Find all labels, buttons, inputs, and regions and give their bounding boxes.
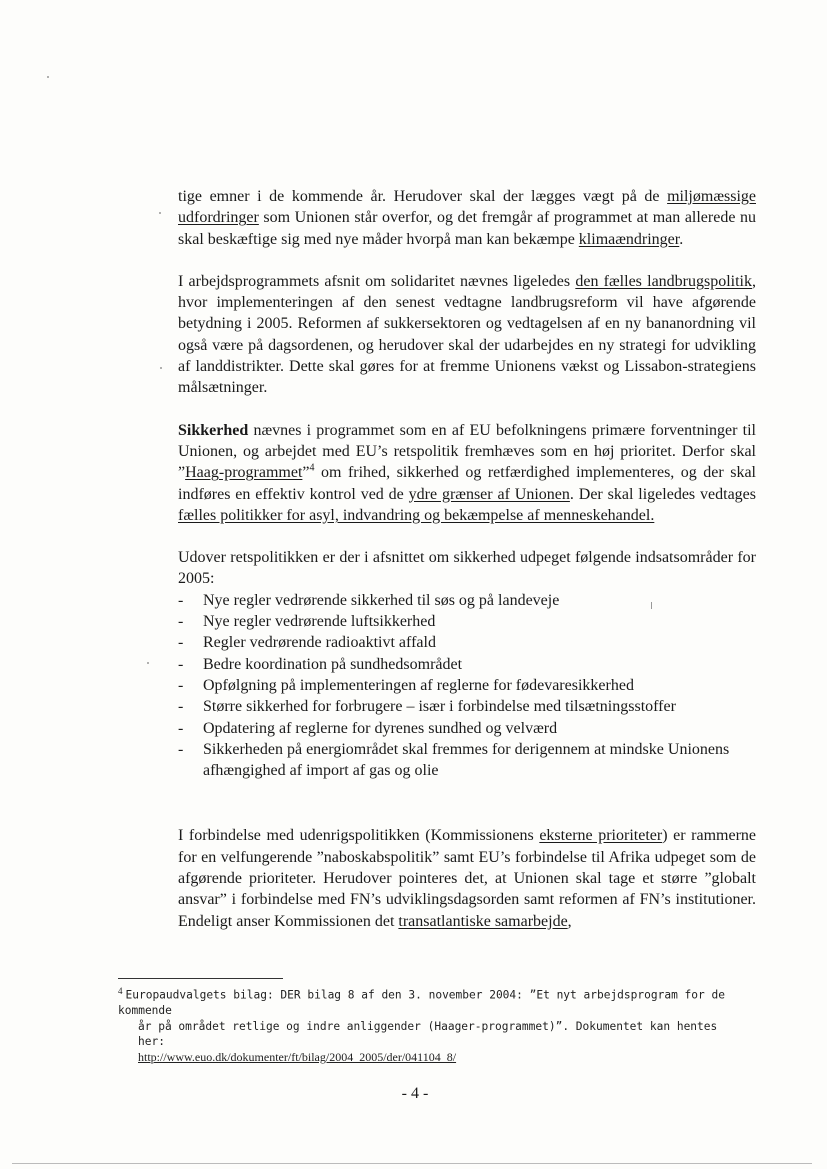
text-run: I arbejdsprogrammets afsnit om solidaritet nævnes ligeledes: [178, 272, 576, 290]
text-run: tige emner i de kommende år. Herudover skal der lægges vægt på de: [178, 188, 668, 205]
scan-speck: [47, 76, 49, 78]
paragraph-agriculture: [178, 271, 756, 399]
underlined-term: ydre grænser af Unionen: [408, 485, 570, 503]
text-run: , hvor implementeringen af den senest vedtagne landbrugsreform vil have afgørende betydning i 2005. Reformen af sukkersektoren og vedtagelsen af en ny bananordning vil også være på dagsordenen, og herudover skal der udarbejdes en ny strategi for udvikling af landdistrikter. Dette skal gøres for at fremme Unionens vækst og Lissabon-strategiens målsætninger.: [178, 272, 757, 397]
paragraph-security: [178, 420, 756, 526]
text-run: . Der skal ligeledes vedtages: [569, 485, 756, 503]
text-run: ) er rammerne for en velfungerende ”naboskabspolitik” samt EU’s forbindelse til Afrika udpeget som de afgørende prioriteter. Herudover pointeres det, at Unionen skal tage et større ”globalt ansvar” i forbindelse med FN’s udviklingsdagsorden samt reformen af FN’s institutioner. Endeligt anser Kommissionen det: [178, 827, 757, 930]
list-item: [178, 632, 756, 653]
paragraph-foreign-policy: [178, 825, 756, 931]
underlined-term: den fælles landbrugspolitik: [575, 272, 753, 290]
paragraph-environment: [178, 186, 756, 250]
list-item: [178, 654, 756, 675]
underlined-term: fælles politikker for asyl, indvandring og bekæmpelse af menneskehandel.: [178, 506, 655, 524]
list-item: [178, 739, 756, 782]
underlined-term: transatlantiske samarbejde: [398, 912, 568, 930]
bullet-dash: -: [178, 634, 184, 652]
bullet-dash: -: [178, 591, 184, 609]
text-run: som Unionen står overfor, og det fremgår af programmet at man allerede nu skal beskæftige sig med nye måder hvorpå man kan bekæmpe: [178, 209, 756, 248]
list-item: [178, 675, 756, 696]
footnote-ref: 4: [309, 462, 315, 474]
footnote-line-1: Europaudvalgets bilag: DER bilag 8 af den 3. november 2004: ”Et nyt arbejdsprogram for de kommende: [118, 988, 725, 1018]
bullet-dash: -: [178, 655, 184, 673]
scan-speck: [159, 212, 161, 214]
list-item: [178, 611, 756, 632]
list-item-text: Opfølgning på implementeringen af reglerne for fødevaresikkerhed: [203, 676, 634, 694]
list-item: [178, 718, 756, 739]
footnote-line-2: år på området retlige og indre anliggender (Haager-programmet)”. Dokumentet kan hentes her:: [138, 1019, 718, 1049]
text-run: .: [679, 230, 684, 248]
underlined-term: miljømæssige udfordringer: [178, 188, 756, 227]
bullet-dash: -: [178, 698, 184, 716]
footnote-separator: [118, 978, 283, 979]
footnote: [118, 984, 748, 1065]
text-run: ,: [567, 912, 572, 930]
security-areas-list: [178, 590, 756, 782]
page-number: - 4 -: [401, 1085, 429, 1102]
list-item-text: Regler vedrørende radioaktivt affald: [203, 634, 436, 652]
bullet-dash: -: [178, 613, 184, 631]
bullet-dash: -: [178, 719, 184, 737]
bold-term: Sikkerhed: [178, 421, 249, 439]
scan-speck: [651, 602, 652, 609]
list-item-text: Sikkerheden på energiområdet skal fremmes for derigennem at mindske Unionens afhængighed af import af gas og olie: [203, 740, 730, 780]
scan-edge-line: [12, 1163, 812, 1164]
paragraph-security-areas-intro: Udover retspolitikken er der i afsnittet om sikkerhed udpeget følgende indsatsområder for 2005:: [178, 549, 756, 588]
list-item-text: Bedre koordination på sundhedsområdet: [203, 655, 463, 673]
list-item-text: Større sikkerhed for forbrugere – især i forbindelse med tilsætningsstoffer: [203, 698, 676, 716]
list-item-text: Nye regler vedrørende sikkerhed til søs og på landeveje: [203, 591, 560, 609]
underlined-term: klimaændringer: [578, 230, 680, 248]
bullet-dash: -: [178, 740, 184, 758]
text-run: ”: [302, 464, 310, 482]
list-item-text: Nye regler vedrørende luftsikkerhed: [203, 613, 436, 631]
text-run: I forbindelse med udenrigspolitikken (Kommissionens: [178, 827, 540, 845]
footnote-link[interactable]: http://www.euo.dk/dokumenter/ft/bilag/2004_2005/der/041104_8/: [138, 1049, 457, 1064]
text-run: om frihed, sikkerhed og retfærdighed implementeres, og der skal indføres en effektiv kontrol ved de: [178, 464, 756, 503]
footnote-number: 4: [118, 986, 123, 996]
body-text: [178, 186, 756, 953]
text-run: nævnes i programmet som en af EU befolkningens primære forventninger til Unionen, og arbejdet med EU’s retspolitik fremhæves som en høj prioritet. Derfor skal ”: [178, 421, 756, 482]
underlined-term: Haag-programmet: [185, 464, 303, 482]
list-item: [178, 590, 756, 611]
bullet-dash: -: [178, 676, 184, 694]
underlined-term: eksterne prioriteter: [539, 827, 663, 845]
scan-speck: [160, 367, 162, 369]
list-item: [178, 696, 756, 717]
scan-speck: [147, 662, 149, 664]
list-item-text: Opdatering af reglerne for dyrenes sundhed og velværd: [203, 719, 558, 737]
